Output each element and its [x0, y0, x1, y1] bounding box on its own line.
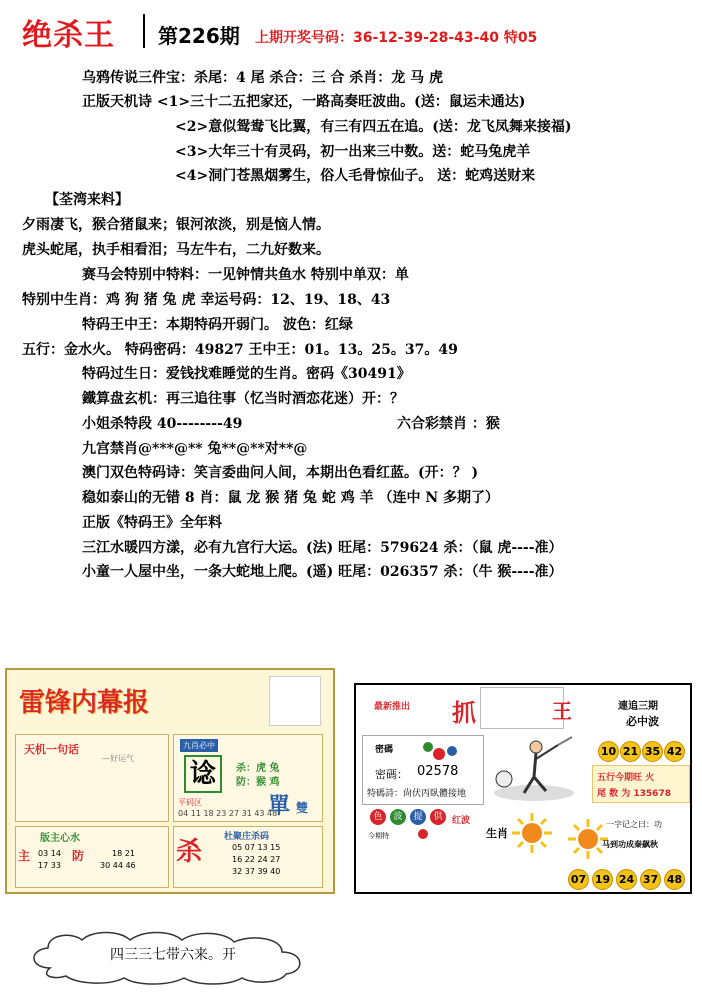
leifeng-title: 雷锋内幕报: [19, 688, 150, 718]
banzhu-title: 版主心水: [40, 833, 80, 844]
zhua-char: 抓: [452, 698, 476, 727]
big-char: 谂: [184, 755, 222, 793]
zhuawang-ad-box: [354, 683, 692, 894]
color-ball: 色: [370, 809, 386, 825]
tianji-note: —好运气: [102, 754, 134, 763]
wuxing-text: 五行今期旺 火: [597, 773, 655, 783]
issue-number: 第226期: [158, 24, 240, 48]
top-ball: 35: [642, 741, 663, 762]
fang-label: 防：猴 鸡: [236, 777, 280, 788]
top-ball: 10: [598, 741, 619, 762]
text-line: <3>大年三十有灵码，初一出来三中数。送：蛇马兔虎羊: [175, 144, 531, 160]
golfer-illustration: [488, 735, 580, 805]
bottom-ball: 24: [616, 869, 637, 890]
last-draw-numbers: 上期开奖号码：36-12-39-28-43-40 特05: [255, 30, 538, 46]
dushi-row: 05 07 13 15: [232, 843, 281, 852]
sha-big: 杀: [176, 837, 203, 867]
small-red-ball-icon: [418, 829, 428, 839]
page-title: 绝杀王: [22, 18, 115, 53]
text-line: 乌鸦传说三件宝：杀尾：4 尾 杀合：三 合 杀肖：龙 马 虎: [82, 70, 443, 86]
dushi-row: 32 37 39 40: [232, 867, 281, 876]
secret-panel: [362, 735, 484, 805]
text-line: 三江水暖四方漾，必有九宫行大运。(法) 旺尾：579624 杀：（鼠 虎----准）: [82, 540, 563, 556]
dushi-row: 16 22 24 27: [232, 855, 281, 864]
shengxiao-label: 生肖: [486, 827, 508, 840]
fang-char: 防: [72, 849, 85, 863]
vertical-text-block: [372, 841, 468, 881]
text-line: 澳门双色特码诗：笑言委曲问人间，本期出色看红蓝。(开：？ ): [82, 465, 479, 481]
jiuxiao-label: 九肖必中: [180, 739, 218, 752]
top-ball: 21: [620, 741, 641, 762]
text-line: 正版天机诗 <1>三十二五把家还，一路高奏旺波曲。(送：鼠运未通达): [82, 94, 526, 110]
bottom-ball: 37: [640, 869, 661, 890]
nums-d: 30 44 46: [100, 861, 136, 870]
secret-label: 密碼：: [375, 768, 408, 781]
green-ball-icon: [423, 742, 433, 752]
secret-title: 密碼: [375, 745, 394, 755]
color-ball: 波: [390, 809, 406, 825]
bottom-ball: 07: [568, 869, 589, 890]
header-divider: [143, 14, 145, 48]
top-ball: 42: [664, 741, 685, 762]
pingte-label: 平码区: [178, 798, 202, 807]
must-label: 必中波: [626, 715, 659, 728]
sha-label: 杀：虎 兔: [236, 763, 280, 774]
shuang-char: 雙: [296, 801, 309, 815]
text-line: 赛马会特别中特料：一见钟情共鱼水 特别中单双：单: [82, 267, 409, 283]
tianji-panel: [15, 734, 169, 822]
color-ball: 提: [410, 809, 426, 825]
today-label: 今期特: [368, 832, 389, 840]
text-line: 稳如泰山的无错 8 肖：鼠 龙 猴 猪 兔 蛇 鸡 羊 （连中 N 多期了）: [82, 490, 500, 506]
section-heading: 【荃湾来料】: [45, 192, 129, 208]
text-line: 小童一人屋中坐，一条大蛇地上爬。(遥) 旺尾：026357 杀：（牛 猴----准）: [82, 564, 563, 580]
leifeng-ad-box: [5, 668, 335, 894]
dushi-title: 杜聚庄杀码: [224, 832, 270, 842]
pingte-nums: 04 11 18 23 27 31 43 48: [178, 809, 278, 818]
text-line: 六合彩禁肖 ：猴: [397, 416, 500, 432]
consec-label: 連追三期: [618, 701, 658, 712]
mao-text: 马到功成秦飙秋: [602, 840, 658, 849]
bottom-ball: 19: [592, 869, 613, 890]
text-line: 特别中生肖：鸡 狗 猪 兔 虎 幸运号码：12、19、18、43: [22, 292, 391, 308]
wang-char: 王: [552, 699, 572, 723]
text-line: <4>洞门苍黑烟雾生，俗人毛骨惊仙子。 送：蛇鸡送财来: [175, 168, 536, 184]
dan-char: 單: [268, 793, 291, 819]
zhu-char: 主: [18, 849, 31, 863]
text-line: 小姐杀特段 40--------49: [82, 416, 243, 432]
tema-poem: 特碼詩：尙伏丙臥體接地: [367, 789, 467, 799]
cloud-text: 四三三七带六来。开: [110, 947, 236, 963]
ad-blank-panel: [269, 676, 321, 726]
secret-value: 02578: [417, 764, 459, 779]
sun-icon: [512, 813, 552, 853]
ad-tag: 最新推出: [374, 702, 411, 712]
dushi-panel: [173, 826, 323, 888]
text-line: 夕雨凄飞，猴合猪鼠来；银河浓淡，别是恼人情。: [22, 217, 330, 233]
nums-b: 17 33: [38, 861, 61, 870]
nums-a: 03 14: [38, 849, 61, 858]
text-line: 鐵算盘玄机：再三追往事（忆当时酒恋花迷）开：？: [82, 391, 404, 407]
text-line: 九宫禁肖@***@** 兔**@**对**@: [82, 441, 308, 457]
nums-c: 18 21: [112, 849, 135, 858]
red-ball-icon: [433, 748, 445, 760]
red-wave-label: 红波: [452, 816, 471, 826]
text-line: <2>意似鸳鸯飞比翼，有三有四五在追。(送：龙飞凤舞来接福): [175, 119, 572, 135]
jiuxiao-panel: [173, 734, 323, 822]
text-line: 特码过生日：爱钱找难睡觉的生肖。密码《30491》: [82, 366, 411, 382]
blue-ball-icon: [447, 746, 457, 756]
bottom-ball: 48: [664, 869, 685, 890]
tianji-title: 天机一句话: [24, 743, 79, 756]
text-line: 虎头蛇尾，执手相看泪；马左牛右，二九好数来。: [22, 242, 330, 258]
text-line: 特码王中王：本期特码开弱门。 波色：红绿: [82, 317, 353, 333]
text-line: 五行：金水火。 特码密码：49827 王中王：01。13。25。37。49: [22, 342, 458, 358]
wuxing-panel: [592, 765, 690, 803]
a-word-text: 一字记之曰：功: [606, 820, 662, 829]
tail-text: 尾 数 为 135678: [597, 789, 671, 799]
banzhu-panel: [15, 826, 169, 888]
text-line: 正版《特码王》全年料: [82, 515, 222, 531]
color-ball: 供: [430, 809, 446, 825]
